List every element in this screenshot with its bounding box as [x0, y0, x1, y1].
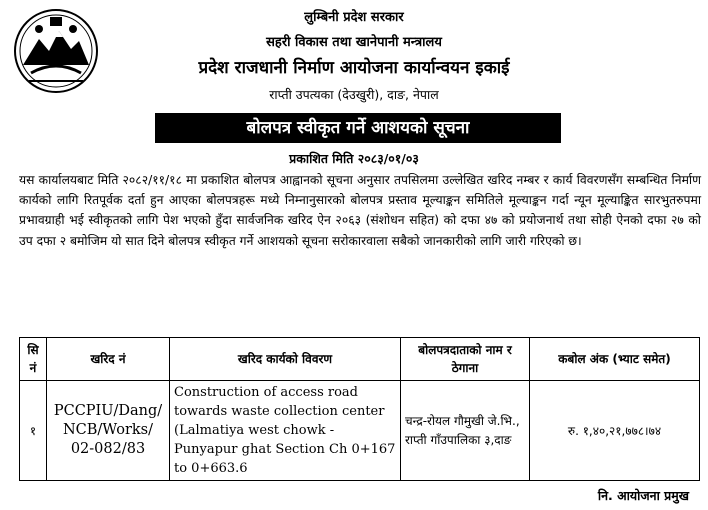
header-description: खरिद कार्यको विवरण	[170, 338, 401, 381]
cell-sn: १	[20, 381, 47, 481]
header-amount: कबोल अंक (भ्याट समेत)	[530, 338, 700, 381]
table-row	[20, 381, 700, 481]
header-bidder: बोलपत्रदाताको नाम र ठेगाना	[401, 338, 530, 381]
ministry-name: सहरी विकास तथा खानेपानी मन्त्रालय	[266, 35, 442, 50]
header-procurement-no: खरिद नं	[47, 338, 170, 381]
cell-description: Construction of access road towards waste collection center (Lalmatiya west chowk - Punyapur ghat Section Ch 0+167 to 0+663.6	[170, 381, 401, 481]
cell-procurement-no: PCCPIU/Dang/ NCB/Works/ 02-082/83	[47, 381, 170, 481]
signature-title: नि. आयोजना प्रमुख	[597, 488, 689, 503]
tender-table	[19, 337, 700, 481]
office-name: प्रदेश राजधानी निर्माण आयोजना कार्यान्वयन इकाई	[198, 58, 510, 78]
cell-amount: रु. १,४०,२१,७७८।७४	[530, 381, 700, 481]
notice-title: बोलपत्र स्वीकृत गर्ने आशयको सूचना	[155, 113, 561, 143]
cell-bidder: चन्द्र-रोयल गौमुखी जे.भि., राप्ती गाँउपालिका ३,दाङ	[401, 381, 530, 481]
table-header-row	[20, 338, 700, 381]
province-government: लुम्बिनी प्रदेश सरकार	[304, 10, 404, 25]
published-date: प्रकाशित मिति २०८३/०१/०३	[289, 151, 419, 166]
notice-body: यस कार्यालयबाट मिति २०८२/११/१८ मा प्रकाशित बोलपत्र आह्वानको सूचना अनुसार तपसिलमा उल्लेखित खरिद नम्बर र कार्य विवरणसँग सम्बन्धित निर्माण कार्यको लागि रितपूर्वक दर्ता हुन आएका बोलपत्रहरू मध्ये निम्नानुसारको बोलपत्र प्रस्ताव मूल्याङ्कन समितिले मूल्याङ्कन गर्दा न्यून मूल्याङ्कित सारभुतरुपमा प्रभावग्राही भई स्वीकृतको लागि पेश भएको हुँदा सार्वजनिक खरिद ऐन २०६३ (संशोधन सहित) को दफा ४७ को प्रयोजनार्थ तथा सोही ऐनको दफा २७ को उप दफा २ बमोजिम यो सात दिने बोलपत्र स्वीकृत गर्ने आशयको सूचना सरोकारवाला सबैको जानकारीको लागि जारी गरिएको छ।	[19, 173, 701, 248]
header-sn: सि नं	[20, 338, 47, 381]
office-address: राप्ती उपत्यका (देउखुरी), दाङ, नेपाल	[269, 87, 439, 102]
